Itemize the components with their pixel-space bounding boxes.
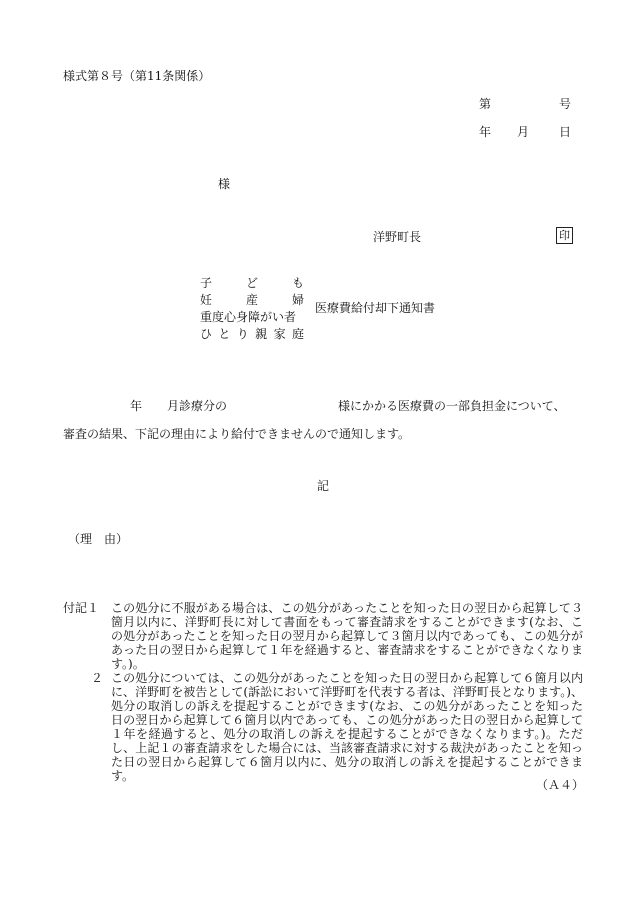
- note-1-label: 付記１: [63, 601, 100, 615]
- document-title: 医療費給付却下通知書: [315, 301, 436, 315]
- date-year: 年: [479, 125, 492, 139]
- date-month: 月: [517, 125, 530, 139]
- note-1: [63, 601, 583, 671]
- body-line-2: 審査の結果、下記の理由により給付できませんので通知します。: [63, 427, 411, 441]
- category-children: 子 ど も: [200, 276, 304, 290]
- document-number: [479, 96, 571, 112]
- seal-mark: 印: [556, 227, 573, 244]
- body-year: 年: [130, 399, 143, 413]
- date-day: 日: [559, 125, 572, 139]
- body-line-1: [130, 398, 580, 414]
- body-month: 月診療分の: [167, 399, 228, 413]
- note-2-text: この処分については、この処分があったことを知った日の翌日から起算して６箇月以内に、洋野町を被告として(訴訟において洋野町を代表する者は、洋野町長となります。)、処分の取消しの訴えを提起することができます(なお、この処分があったことを知った日の翌日から起算して６箇月以内であっても、この処分があった日の翌日から起算して１年を経過すると、処分の取消しの訴えを提起することができなくなります。)。ただし、上記１の審査請求をした場合には、当該審査請求に対する裁決があったことを知った日の翌日から起算して６箇月以内に、処分の取消しの訴えを提起することができます。: [111, 671, 583, 783]
- note-1-text: この処分に不服がある場合は、この処分があったことを知った日の翌日から起算して３箇月以内に、洋野町長に対して書面をもって審査請求をすることができます(なお、この処分があったことを知った日の翌月から起算して３箇月以内であっても、この処分があった日の翌日から起算して１年を経過すると、審査請求をすることができなくなります。)。: [111, 601, 583, 671]
- note-2-label: ２: [90, 671, 103, 685]
- notes: [63, 601, 583, 783]
- recipient-honorific: 様: [218, 177, 231, 191]
- reason-label: （理 由）: [68, 532, 129, 546]
- category-expectant-mothers: 妊 産 婦: [200, 293, 304, 307]
- form-id: 様式第８号（第11条関係）: [63, 69, 211, 83]
- paper-size: （Ａ４）: [536, 778, 585, 792]
- category-list: [200, 275, 304, 343]
- ki-heading: 記: [317, 479, 330, 493]
- number-prefix: 第: [479, 97, 492, 111]
- issue-date: [479, 124, 571, 140]
- sender-name: 洋野町長: [373, 230, 422, 244]
- number-suffix: 号: [559, 97, 572, 111]
- category-disabled: 重度心身障がい者: [200, 310, 297, 324]
- body-rest: 様にかかる医療費の一部負担金について、: [338, 399, 566, 413]
- category-single-parent: ひ と り 親 家 庭: [200, 327, 304, 341]
- note-2: [63, 671, 583, 783]
